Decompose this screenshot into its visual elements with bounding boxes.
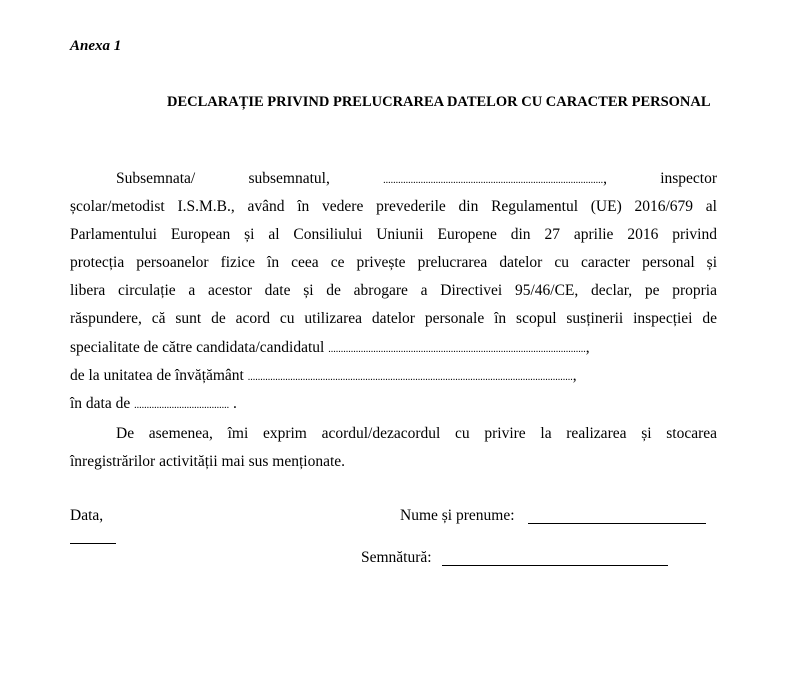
body-line-1-end: , inspector [603, 170, 718, 187]
body-line-7-end: , [585, 339, 590, 356]
name-label: Nume și prenume: [400, 507, 515, 524]
body-line-1 [70, 169, 717, 191]
body-line-9-start: în data de [70, 395, 131, 412]
body-line-10: De asemenea, îmi exprim acordul/dezacordul cu privire la realizarea și stocarea [116, 425, 717, 442]
signature-label: Semnătură: [361, 549, 432, 566]
body-line-11: înregistrărilor activității mai sus menționate. [70, 453, 346, 470]
document-title: DECLARAȚIE PRIVIND PRELUCRAREA DATELOR CU CARACTER PERSONAL [167, 94, 711, 110]
body-line-2: școlar/metodist I.S.M.B., având în vedere prevederile din Regulamentul (UE) 2016/679 al [70, 198, 717, 215]
body-line-9 [70, 394, 717, 416]
body-line-8-end: , [572, 367, 577, 384]
date-signature-line [70, 543, 116, 544]
body-line-8-start: de la unitatea de învățământ [70, 367, 244, 384]
body-line-4: protecția persoanelor fizice în ceea ce privește prelucrarea datelor cu caracter personal și [70, 254, 717, 271]
body-line-5: libera circulație a acestor date și de abrogare a Directivei 95/46/CE, declar, pe propria [70, 282, 717, 299]
body-line-1-start: Subsemnata/ subsemnatul, [116, 170, 330, 187]
body-line-7 [70, 338, 717, 360]
annex-label: Anexa 1 [70, 38, 122, 54]
fill-in-candidate-dots: ....................................................................................................... [328, 344, 586, 355]
fill-in-date-dots: ...................................... [134, 400, 230, 411]
body-line-7-start: specialitate de către candidata/candidatul [70, 339, 325, 356]
body-line-8 [70, 366, 717, 388]
fill-in-name-dots: ........................................................................................ [383, 175, 604, 186]
body-line-9-end: . [229, 395, 237, 412]
signature-line [442, 565, 668, 566]
body-line-6: răspundere, că sunt de acord cu utilizarea datelor personale în scopul susținerii inspecției de [70, 310, 717, 327]
body-line-3: Parlamentului European și al Consiliului Uniunii Europene din 27 aprilie 2016 privind [70, 226, 717, 243]
date-label: Data, [70, 507, 104, 524]
fill-in-school-dots: .................................................................................................................................. [247, 372, 573, 383]
name-signature-line [528, 523, 706, 524]
